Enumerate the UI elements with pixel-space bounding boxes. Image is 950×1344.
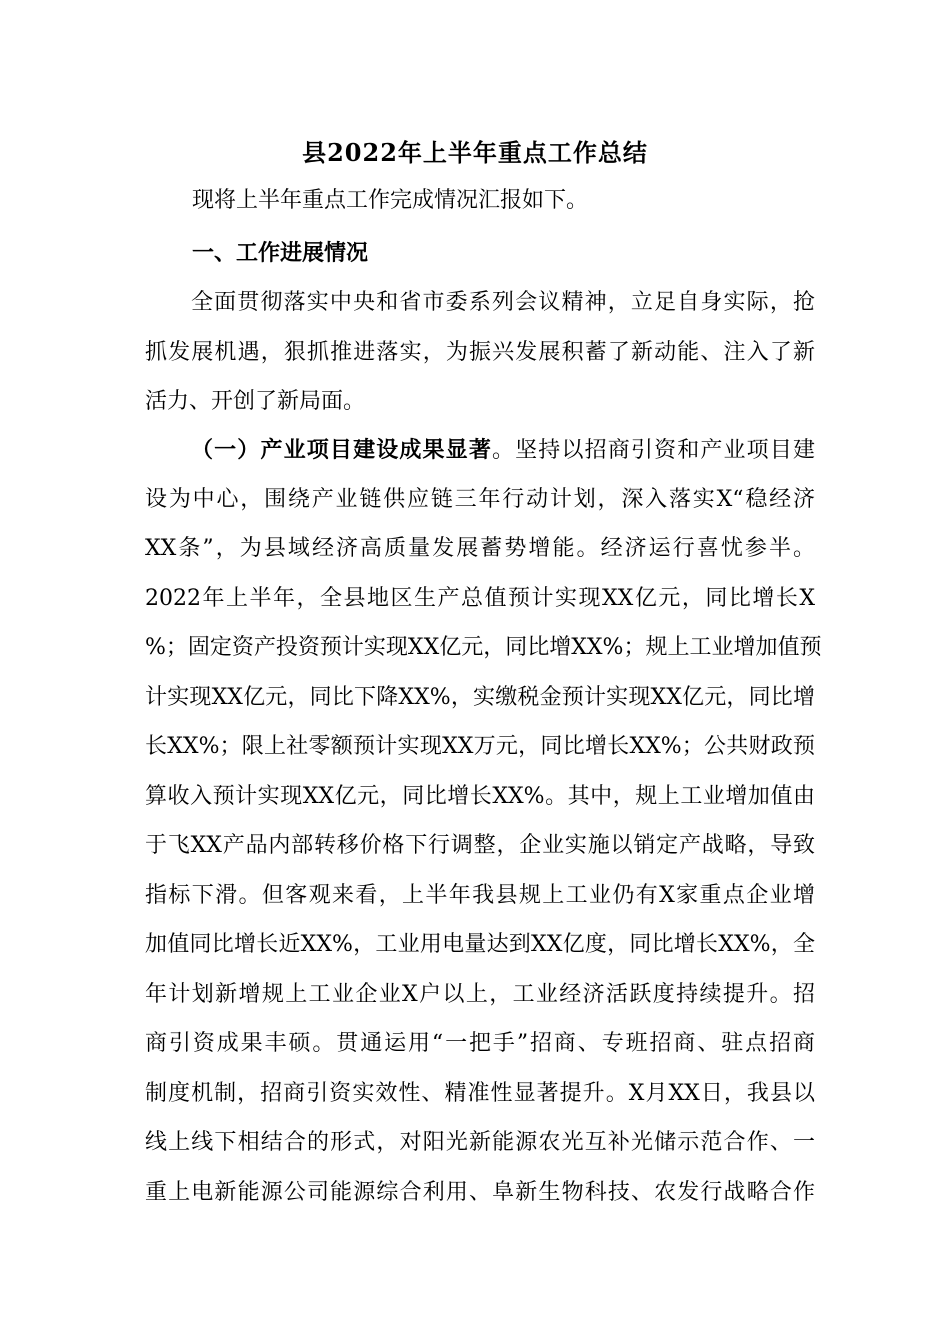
paragraph-line: 线上线下相结合的形式，对阳光新能源农光互补光储示范合作、一 xyxy=(145,1130,815,1155)
paragraph-overview xyxy=(145,286,815,435)
paragraph-line: 算收入预计实现XX亿元，同比增长XX%。其中，规上工业增加值由 xyxy=(145,783,815,809)
paragraph-line: 于飞XX产品内部转移价格下行调整，企业实施以销定产战略，导致 xyxy=(145,833,815,858)
paragraph-industry-projects xyxy=(145,433,822,1225)
document-title: 县2022年上半年重点工作总结 xyxy=(302,138,648,167)
intro-text: 现将上半年重点工作完成情况汇报如下。 xyxy=(192,188,589,213)
section-heading: 一、工作进展情况 xyxy=(192,240,369,266)
paragraph-line: 重上电新能源公司能源综合利用、阜新生物科技、农发行战略合作 xyxy=(145,1179,815,1205)
paragraph-line: 年计划新增规上工业企业X户以上，工业经济活跃度持续提升。招 xyxy=(145,981,815,1007)
paragraph-line: 商引资成果丰硕。贯通运用“一把手”招商、专班招商、驻点招商 xyxy=(145,1031,815,1056)
paragraph-line: 制度机制，招商引资实效性、精准性显著提升。X月XX日，我县以 xyxy=(145,1080,815,1106)
paragraph-line: 长XX%；限上社零额预计实现XX万元，同比增长XX%；公共财政预 xyxy=(145,734,815,759)
paragraph-lead-rest: 。坚持以招商引资和产业项目建 xyxy=(492,438,815,463)
paragraph-line: 指标下滑。但客观来看，上半年我县规上工业仍有X家重点企业增 xyxy=(145,882,815,908)
paragraph-line: %；固定资产投资预计实现XX亿元，同比增XX%；规上工业增加值预 xyxy=(145,635,822,660)
paragraph-line: 全面贯彻落实中央和省市委系列会议精神，立足自身实际，抢 xyxy=(191,290,815,315)
paragraph-line: 活力、开创了新局面。 xyxy=(145,389,366,414)
paragraph-line: 设为中心，围绕产业链供应链三年行动计划，深入落实X“稳经济 xyxy=(145,486,815,512)
paragraph-line: 抓发展机遇，狠抓推进落实，为振兴发展积蓄了新动能、注入了新 xyxy=(145,339,815,365)
subsection-heading: （一）产业项目建设成果显著 xyxy=(191,437,492,463)
paragraph-line: 加值同比增长近XX%，工业用电量达到XX亿度，同比增长XX%，全 xyxy=(145,932,815,957)
paragraph-line: XX条”，为县域经济高质量发展蓄势增能。经济运行喜忧参半。 xyxy=(145,536,815,561)
paragraph-lead-line xyxy=(145,433,815,483)
paragraph-line: 计实现XX亿元，同比下降XX%，实缴税金预计实现XX亿元，同比增 xyxy=(145,684,815,710)
paragraph-line: 2022年上半年，全县地区生产总值预计实现XX亿元，同比增长X xyxy=(145,585,815,611)
